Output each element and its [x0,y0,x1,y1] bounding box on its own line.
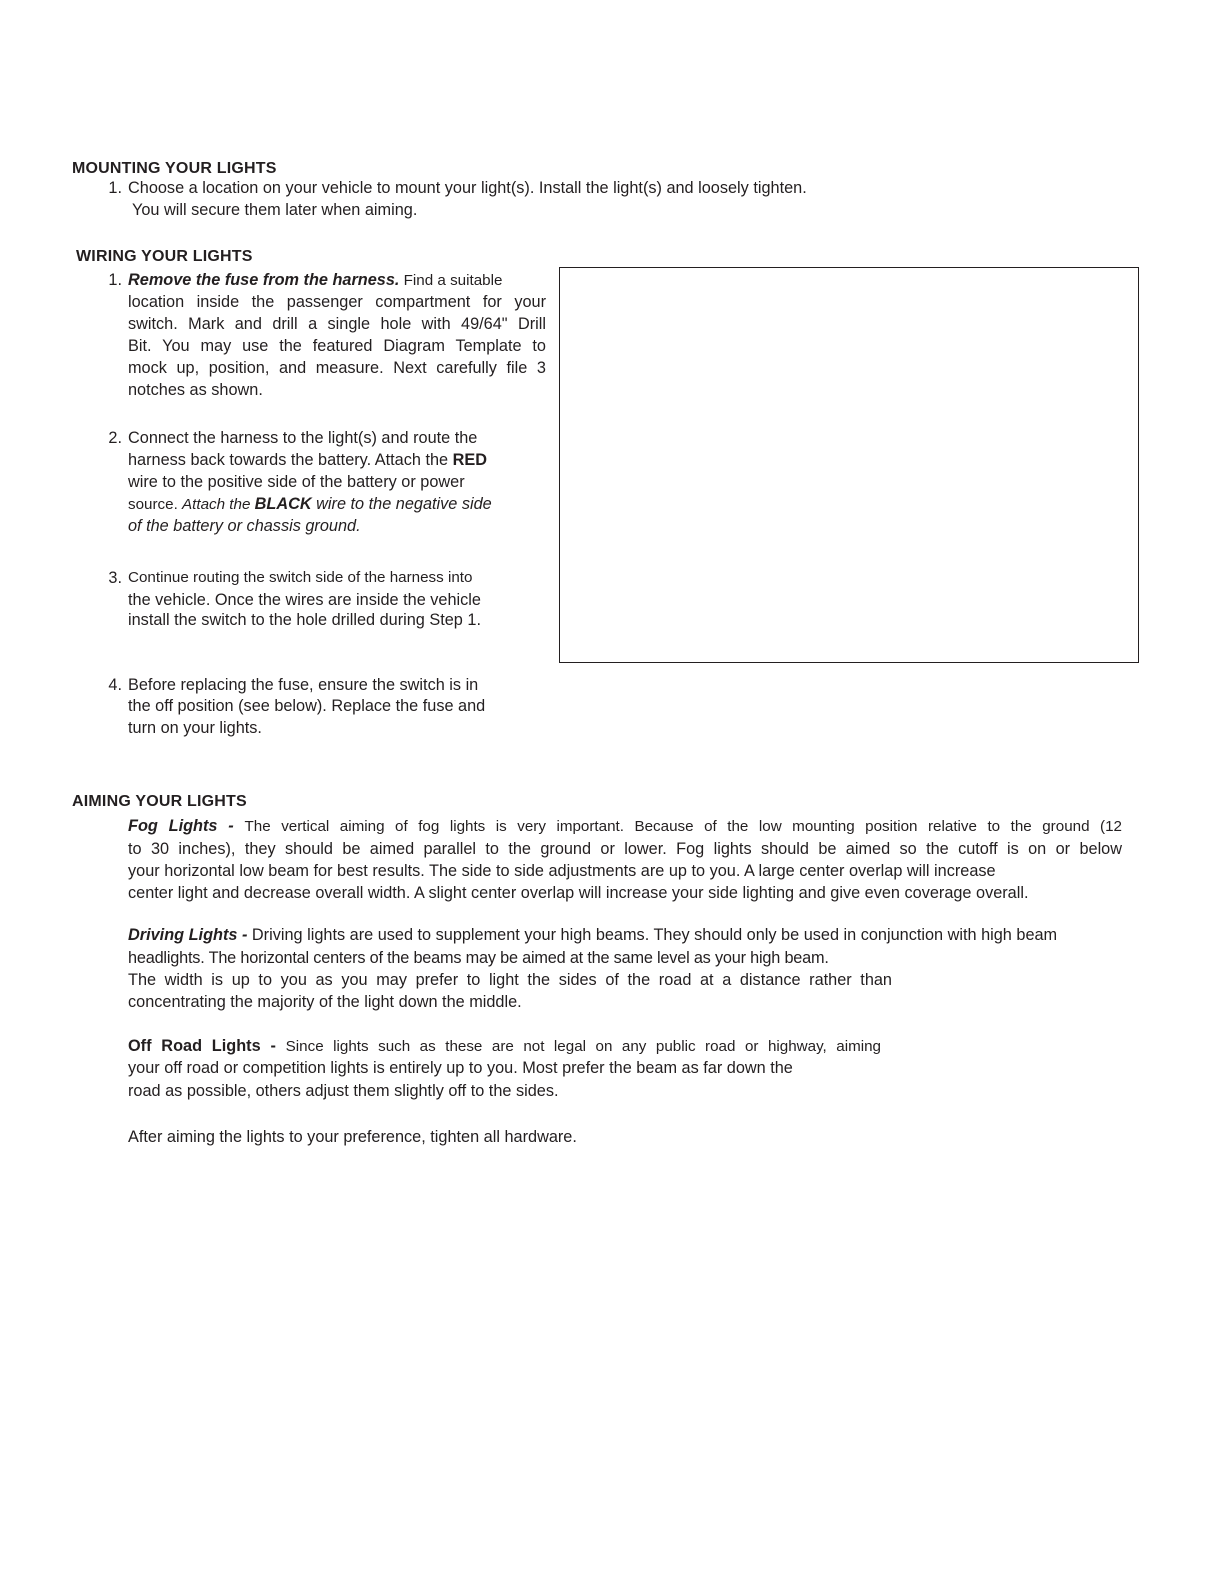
wiring-step2-red-label: RED [452,451,487,469]
fog-lights-line3: your horizontal low beam for best results. The side to side adjustments are up to you. A large center overlap will increase [128,862,996,880]
wiring-step2-line3: wire to the positive side of the battery or power [128,473,465,491]
wiring-step1-line: mock up, position, and measure. Next carefully file 3 [128,359,546,377]
wiring-step3-line1: Continue routing the switch side of the harness into [128,569,473,586]
wiring-step3-number: 3. [108,569,122,587]
wiring-step2-line2-text: harness back towards the battery. Attach the [128,451,453,469]
driving-lights-line1-text: Driving lights are used to supplement your high beams. They should only be used in conjunction with high beam [251,926,1058,944]
wiring-step1-line: switch. Mark and drill a single hole with 49/64" Drill [128,315,546,333]
mounting-step1-line2: You will secure them later when aiming. [132,201,418,219]
wiring-step2-line1: Connect the harness to the light(s) and route the [128,429,478,447]
wiring-heading: WIRING YOUR LIGHTS [76,248,253,265]
driving-lights-line3: The width is up to you as you may prefer to light the sides of the road at a distance rather than [128,971,892,989]
wiring-step4-number: 4. [108,676,122,694]
fog-lights-line1 [128,815,1122,838]
mounting-heading: MOUNTING YOUR LIGHTS [72,160,277,177]
wiring-step2-line4-source: source. [128,496,183,513]
wiring-step2-line4-rest: wire to the negative side [311,495,492,513]
driving-lights-line3-wrap [128,969,892,991]
wiring-step1-lead-rest: Find a suitable [399,272,503,289]
offroad-lights-line1-wrap [128,1035,881,1058]
wiring-step1-line: Bit. You may use the featured Diagram Template to [128,337,546,355]
wiring-step3-line3: install the switch to the hole drilled during Step 1. [128,611,481,629]
wiring-step2-number: 2. [108,429,122,447]
driving-lights-line2: headlights. The horizontal centers of the beams may be aimed at the same level as your high beam. [128,949,829,967]
mounting-step1-number: 1. [108,179,122,197]
fog-lights-line1-text: The vertical aiming of fog lights is very important. Because of the low mounting position relative to the ground (12 [244,818,1122,835]
offroad-lights-line1-text: Since lights such as these are not legal on any public road or highway, aiming [285,1038,881,1055]
wiring-step2-line4 [128,493,492,516]
wiring-step2-line2 [128,449,487,471]
wiring-step2-line4-attach: Attach the [182,496,255,513]
offroad-lights-line2: your off road or competition lights is entirely up to you. Most prefer the beam as far down the [128,1059,793,1077]
offroad-lights-line1 [128,1035,881,1058]
aiming-final-note: After aiming the lights to your preference, tighten all hardware. [128,1128,577,1146]
wiring-step4-line3: turn on your lights. [128,719,262,737]
wiring-step1-lead: Remove the fuse from the harness. [128,271,400,289]
wiring-step1-body [128,291,546,401]
wiring-step4-line1: Before replacing the fuse, ensure the switch is in [128,676,479,694]
fog-lights-paragraph [128,815,1122,904]
driving-lights-label: Driving Lights - [128,926,252,944]
wiring-step4-line2: the off position (see below). Replace the fuse and [128,697,486,715]
wiring-step2-line5: of the battery or chassis ground. [128,517,361,535]
wiring-step1-line: notches as shown. [128,381,263,399]
offroad-lights-line3: road as possible, others adjust them slightly off to the sides. [128,1082,559,1100]
driving-lights-line4: concentrating the majority of the light down the middle. [128,993,522,1011]
wiring-step3-line2: the vehicle. Once the wires are inside the vehicle [128,591,481,609]
fog-lights-label: Fog Lights - [128,817,245,835]
diagram-template-frame [559,267,1139,663]
fog-lights-line2: to 30 inches), they should be aimed parallel to the ground or lower. Fog lights should be aimed so the cutoff is on or below [128,840,1122,858]
driving-lights-line1 [128,924,1057,946]
wiring-step2-black-label: BLACK [254,495,312,513]
mounting-step1-line1: Choose a location on your vehicle to mount your light(s). Install the light(s) and loosely tighten. [128,179,807,197]
fog-lights-line4: center light and decrease overall width. A slight center overlap will increase your side lighting and give even coverage overall. [128,884,1029,902]
aiming-heading: AIMING YOUR LIGHTS [72,793,247,810]
wiring-step1-number: 1. [108,271,122,289]
wiring-step1-first-line [128,269,502,292]
offroad-lights-label: Off Road Lights - [128,1037,286,1055]
wiring-step1-line: location inside the passenger compartment for your [128,293,546,311]
